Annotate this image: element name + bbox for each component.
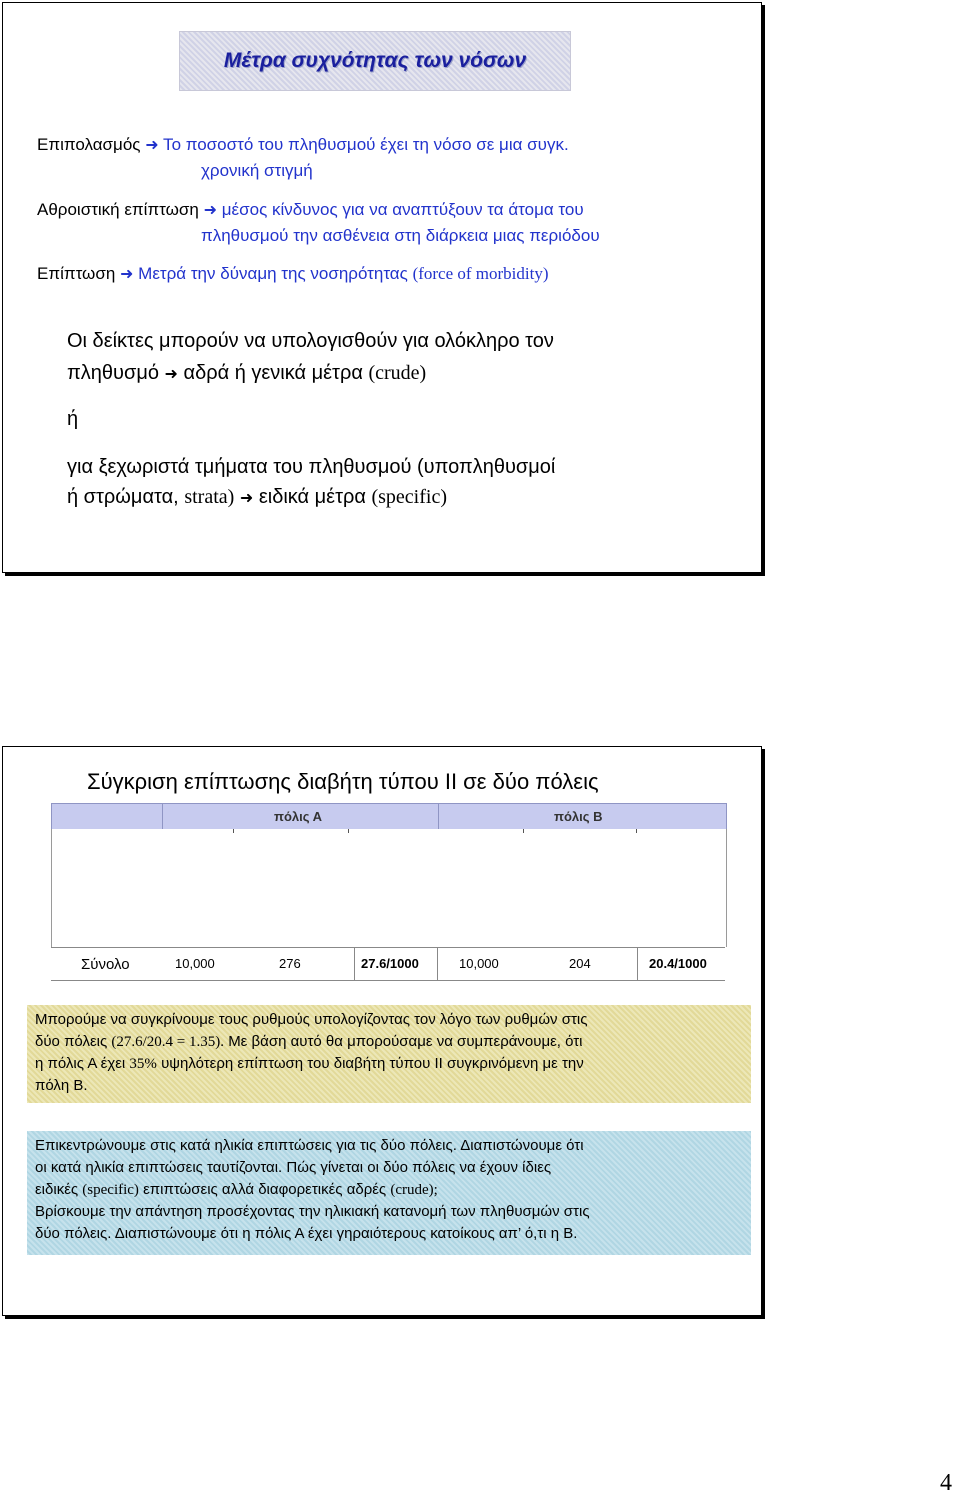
slide-title: Μέτρα συχνότητας των νόσων — [223, 49, 527, 72]
indices-text: πληθυσμό — [67, 362, 159, 384]
table-total-row — [51, 947, 725, 981]
indices-text-en: (specific) — [371, 486, 447, 508]
note-line: Επικεντρώνουμε στις κατά ηλικία επιπτώσεις για τις δύο πόλεις. Διαπιστώνουμε ότι — [35, 1137, 584, 1154]
cumulative-line — [37, 200, 584, 220]
indices-text: ειδικά μέτρα — [258, 486, 366, 508]
cell-divider — [437, 948, 438, 980]
slide-2-title: Σύγκριση επίπτωσης διαβήτη τύπου ΙΙ σε δύο πόλεις — [87, 769, 599, 794]
table-body — [51, 829, 727, 947]
column-tick — [348, 829, 349, 833]
incidence-line — [37, 264, 549, 284]
note-line: δύο πόλεις. Διαπιστώνουμε ότι η πόλις Α έχει γηραιότερους κατοίκους απ’ ό,τι η Β. — [35, 1225, 578, 1242]
total-cell: 276 — [279, 956, 301, 971]
column-divider — [162, 804, 163, 830]
cell-divider — [354, 948, 355, 980]
indices-text: αδρά ή γενικά μέτρα — [183, 362, 363, 384]
table-header — [51, 803, 727, 831]
prevalence-term: Επιπολασμός — [37, 135, 141, 154]
prevalence-definition-cont: χρονική στιγμή — [201, 161, 313, 180]
note-line — [35, 1053, 743, 1075]
header-city-b: πόλις Β — [554, 809, 603, 824]
indices-text-en: strata) — [184, 486, 235, 508]
total-cell: 10,000 — [175, 956, 215, 971]
cumulative-definition: μέσος κίνδυνος για να αναπτύξουν τα άτομα του — [221, 200, 584, 219]
cell-divider — [637, 948, 638, 980]
total-cell: 204 — [569, 956, 591, 971]
note-line: πόλη Β. — [35, 1077, 88, 1094]
indices-text-en: (crude) — [368, 362, 427, 384]
cumulative-definition-cont: πληθυσμού την ασθένεια στη διάρκεια μιας περιόδου — [201, 226, 600, 245]
column-tick — [233, 829, 234, 833]
note-text: Με βάση αυτό θα μπορούσαμε να συμπεράνουμε, ότι — [228, 1033, 583, 1050]
arrow-right-icon: ➜ — [120, 264, 134, 283]
note-text: ειδικές — [35, 1181, 79, 1198]
slide-title-box — [179, 31, 571, 91]
arrow-right-icon: ➜ — [164, 364, 178, 383]
slide-1 — [2, 2, 762, 573]
cumulative-term: Αθροιστική επίπτωση — [37, 200, 199, 219]
indices-line-4 — [67, 485, 447, 510]
note-line — [35, 1179, 743, 1201]
indices-text: ή στρώματα, — [67, 486, 179, 508]
total-label: Σύνολο — [81, 956, 130, 973]
rate-ratio-note — [27, 1005, 751, 1103]
note-line — [35, 1031, 743, 1053]
incidence-definition: Μετρά την δύναμη της νοσηρότητας — [138, 264, 408, 283]
arrow-right-icon: ➜ — [239, 488, 254, 507]
note-line: Μπορούμε να συγκρίνουμε τους ρυθμούς υπολογίζοντας τον λόγο των ρυθμών στις — [35, 1011, 588, 1028]
note-text: δύο πόλεις — [35, 1033, 108, 1050]
note-line: Βρίσκουμε την απάντηση προσέχοντας την ηλικιακή κατανομή των πληθυσμών στις — [35, 1203, 590, 1220]
note-text: (27.6/20.4 = 1.35). — [111, 1034, 225, 1050]
column-divider — [438, 804, 439, 830]
incidence-term: Επίπτωση — [37, 264, 116, 283]
note-text: επιπτώσεις αλλά διαφορετικές αδρές — [143, 1181, 387, 1198]
note-line: οι κατά ηλικία επιπτώσεις ταυτίζονται. Πώς γίνεται οι δύο πόλεις να έχουν ίδιες — [35, 1159, 552, 1176]
arrow-right-icon: ➜ — [145, 135, 159, 154]
note-text: (crude); — [390, 1182, 438, 1198]
indices-line-2 — [67, 361, 426, 386]
note-text: 35% — [129, 1056, 157, 1072]
slide-2 — [2, 746, 762, 1316]
page-number: 4 — [940, 1470, 952, 1496]
column-tick — [523, 829, 524, 833]
indices-line-1: Οι δείκτες μπορούν να υπολογισθούν για ολόκληρο τον — [67, 330, 554, 352]
incidence-definition-en: (force of morbidity) — [412, 264, 549, 283]
header-city-a: πόλις Α — [274, 809, 323, 824]
note-text: (specific) — [82, 1182, 139, 1198]
indices-or: ή — [67, 408, 79, 430]
prevalence-definition: Το ποσοστό του πληθυσμού έχει τη νόσο σε μια συγκ. — [163, 135, 569, 154]
note-text: υψηλότερη επίπτωση του διαβήτη τύπου ΙΙ συγκρινόμενη με την — [161, 1055, 584, 1072]
total-cell: 27.6/1000 — [361, 956, 419, 971]
indices-line-3: για ξεχωριστά τμήματα του πληθυσμού (υποπληθυσμοί — [67, 456, 556, 478]
column-tick — [636, 829, 637, 833]
total-cell: 20.4/1000 — [649, 956, 707, 971]
arrow-right-icon: ➜ — [203, 200, 218, 219]
note-text: η πόλις Α έχει — [35, 1055, 126, 1072]
prevalence-line — [37, 135, 569, 155]
age-specific-note — [27, 1131, 751, 1255]
total-cell: 10,000 — [459, 956, 499, 971]
